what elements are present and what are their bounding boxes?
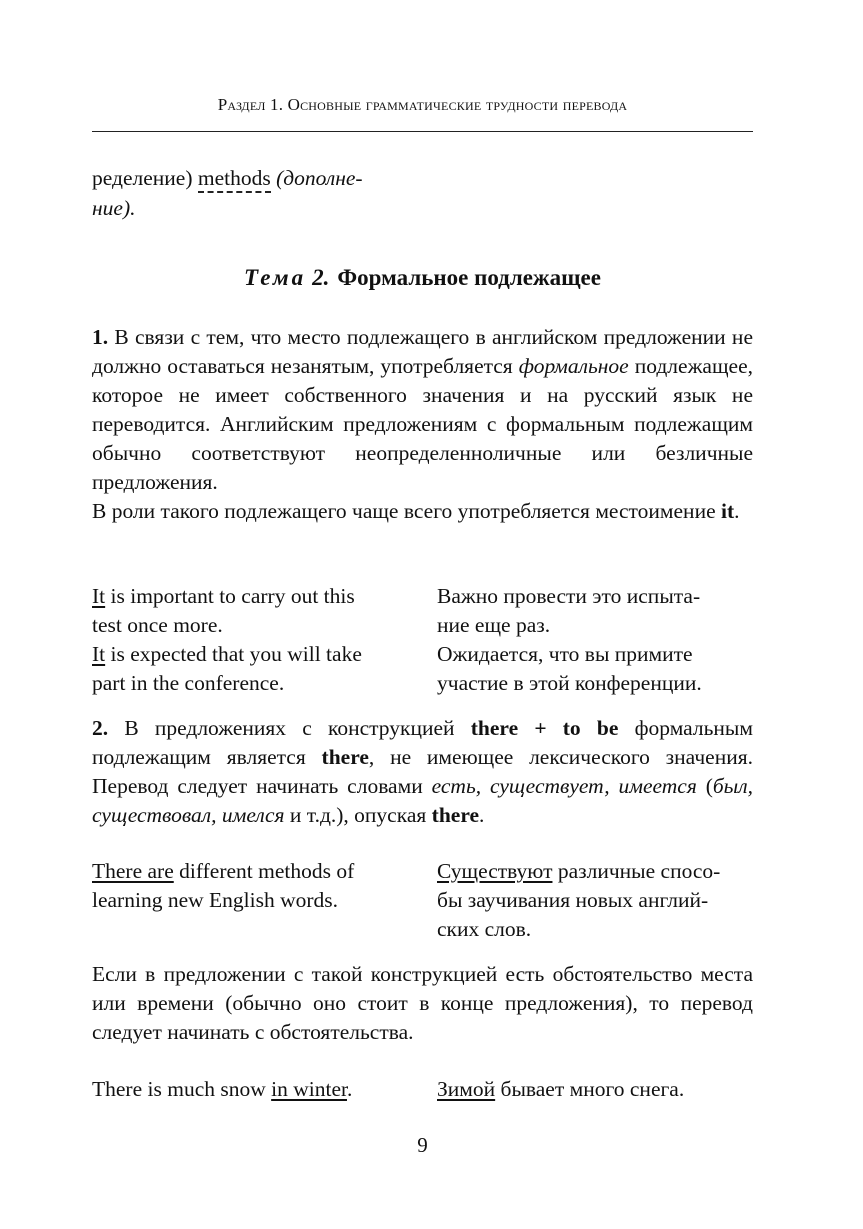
section-2-text-c: , не имеющее лексического значения. Перевод следует начинать словами (92, 745, 753, 799)
running-head-word: аздел (227, 95, 266, 114)
section-1-italic-term: формальное (518, 354, 629, 379)
example-1-english-rest: is important to carry out this (105, 584, 355, 608)
example-1-english (92, 582, 412, 640)
example-3-english-underlined: There are (92, 859, 174, 883)
page-number: 9 (417, 1133, 428, 1157)
example-4-russian-rest: бывает много снега. (495, 1077, 685, 1101)
example-2-english-line-2: part in the conference. (92, 670, 285, 695)
example-2-english-rest: is expected that you will take (105, 642, 362, 666)
section-1-text-d: . (734, 499, 740, 523)
section-2-text-d: ( (696, 774, 713, 799)
example-2-russian-line-1: Ожидается, что вы примите (437, 642, 693, 666)
section-3-text: Если в предложении с такой конструкцией есть обстоятельство места или времени (обычно оно стоит в конце предложения), то перевод следует начинать с обстоятельства. (92, 962, 753, 1045)
continued-fragment (92, 163, 422, 223)
fragment-italic-1: (дополне- (270, 166, 363, 190)
topic-heading (92, 265, 753, 291)
example-2-english-underlined: It (92, 642, 106, 666)
example-3-russian-underlined: Существуют (437, 859, 553, 883)
topic-title: Формальное подлежащее (337, 265, 601, 290)
example-3-russian-rest: различные спосо- (552, 859, 721, 883)
section-2-paragraph (92, 714, 753, 830)
fragment-italic-2: ние). (92, 196, 136, 220)
example-2-russian (437, 640, 753, 698)
example-4-english (92, 1075, 412, 1104)
example-3-english (92, 857, 412, 915)
section-2-bold-there-1: there (321, 745, 369, 770)
section-2-text-f: . (479, 803, 485, 828)
example-1-russian-line-2: ние еще раз. (437, 612, 551, 637)
topic-number: 2. (312, 265, 330, 290)
header-rule (92, 131, 753, 132)
fragment-underlined-word: methods (198, 166, 271, 193)
example-4-english-a: There is much snow (92, 1077, 272, 1101)
example-3-russian (437, 857, 753, 943)
section-1-paragraph-2 (92, 497, 753, 526)
section-2-bold-there-2: there (431, 803, 480, 828)
section-1-text-a: В связи с тем, что место подлежащего в английском предложении не должно оставаться незанятым, употребляется (92, 325, 753, 379)
example-4-english-underlined: in winter (271, 1077, 347, 1101)
fragment-prefix: ределение) (92, 166, 198, 190)
example-1-english-underlined: It (92, 584, 106, 608)
section-2-number: 2. (92, 716, 109, 740)
section-1-paragraph (92, 323, 753, 498)
section-2-italic-1: есть, существует, имеется (431, 774, 697, 799)
running-head-number: 1. (265, 95, 288, 114)
running-head-text: сновные грамматические трудности перевода (300, 95, 628, 114)
section-2-construction: there + to be (470, 716, 619, 740)
example-4-english-b: . (346, 1077, 353, 1101)
section-2-italic-2: был, существовал, имелся (92, 774, 753, 828)
section-1-bold-it: it (721, 499, 735, 523)
example-3-english-rest: different methods of (173, 859, 355, 883)
example-3-english-line-2: learning new English words. (92, 887, 339, 912)
example-3-russian-line-3: ских слов. (437, 916, 532, 941)
example-2-english (92, 640, 412, 698)
section-3-paragraph (92, 960, 753, 1047)
example-1-russian-line-1: Важно провести это испыта- (437, 584, 701, 608)
section-1-text-c: В роли такого подлежащего чаще всего употребляется местоимение (92, 499, 721, 523)
example-1-russian (437, 582, 753, 640)
example-2-russian-line-2: участие в этой конференции. (437, 670, 702, 695)
section-1-number: 1. (92, 325, 109, 349)
example-1-english-line-2: test once more. (92, 612, 223, 637)
running-head-initial-2: О (287, 95, 301, 114)
section-1-text-b: подлежащее, которое не имеет собственного значения и на русский язык не переводится. Английским предложениям с формальным подлежащим обычно соответствуют неопределенноличные или безличные предложения. (92, 354, 753, 495)
section-2-text-b: формальным подлежащим является (92, 716, 753, 770)
running-head-initial: Р (217, 95, 228, 114)
topic-label: Тема (244, 265, 307, 290)
running-head (92, 95, 753, 115)
section-2-text-a: В предложениях с конструкцией (108, 716, 471, 740)
section-2-text-e: и т.д.), опуская (284, 803, 432, 828)
example-3-russian-line-2: бы заучивания новых англий- (437, 887, 709, 912)
example-4-russian (437, 1075, 753, 1104)
example-4-russian-underlined: Зимой (437, 1077, 496, 1101)
